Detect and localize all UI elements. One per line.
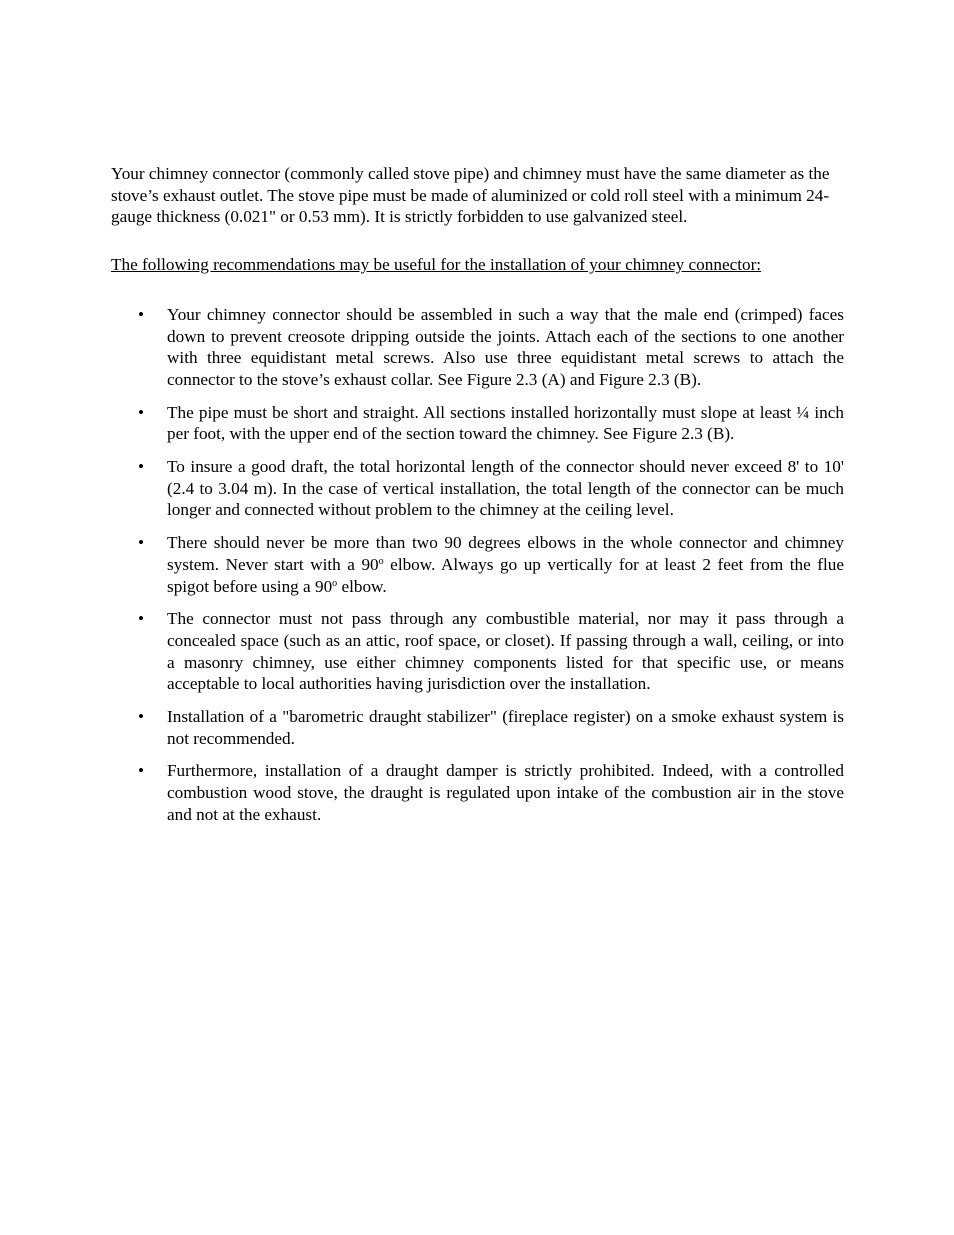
list-item	[111, 760, 844, 825]
list-item	[111, 532, 844, 597]
list-item-text: The pipe must be short and straight. All sections installed horizontally must slope at least ¼ inch per foot, with the upper end of the section toward the chimney. See Figure 2.3 (B).	[167, 402, 844, 444]
degree-superscript: o	[332, 577, 338, 589]
list-item	[111, 608, 844, 695]
list-item	[111, 456, 844, 521]
bullet-icon: •	[138, 402, 145, 422]
bullet-icon: •	[138, 707, 145, 727]
list-item-text: The connector must not pass through any combustible material, nor may it pass through a concealed space (such as an attic, roof space, or closet). If passing through a wall, ceiling, or into a masonry chimney, use either chimney components listed for that specific use, or means acceptable to local authorities having jurisdiction over the installation.	[167, 609, 844, 694]
recommendations-heading: The following recommendations may be useful for the installation of your chimney connector:	[111, 255, 762, 275]
list-item	[111, 402, 844, 445]
list-item-text: Installation of a "barometric draught stabilizer" (fireplace register) on a smoke exhaust system is not recommended.	[167, 707, 844, 748]
recommendations-list	[111, 304, 844, 826]
bullet-icon: •	[138, 457, 145, 477]
degree-superscript: o	[378, 555, 384, 567]
bullet-icon: •	[138, 609, 145, 629]
document-page	[111, 163, 844, 837]
text-segment: There should never be more than two 90 degrees elbows in the whole connector and chimney system. Never start with a 90	[167, 533, 844, 574]
bullet-icon: •	[138, 761, 145, 781]
list-item-text: To insure a good draft, the total horizontal length of the connector should never exceed 8' to 10' (2.4 to 3.04 m). In the case of vertical installation, the total length of the connector can be much longer and connected without problem to the chimney at the ceiling level.	[167, 457, 844, 520]
list-item-text	[167, 533, 844, 595]
list-item-text: Your chimney connector should be assembled in such a way that the male end (crimped) faces down to prevent creosote dripping outside the joints. Attach each of the sections to one another with three equidistant metal screws. Also use three equidistant metal screws to attach the connector to the stove’s exhaust collar. See Figure 2.3 (A) and Figure 2.3 (B).	[167, 304, 844, 389]
text-segment: elbow. Always go up vertically for at least 2 feet from the flue spigot before using a 90	[167, 554, 844, 596]
intro-paragraph: Your chimney connector (commonly called stove pipe) and chimney must have the same diameter as the stove’s exhaust outlet. The stove pipe must be made of aluminized or cold roll steel with a minimum 24-gauge thickness (0.021" or 0.53 mm). It is strictly forbidden to use galvanized steel.	[111, 164, 830, 227]
list-item	[111, 706, 844, 749]
list-item-text: Furthermore, installation of a draught damper is strictly prohibited. Indeed, with a controlled combustion wood stove, the draught is regulated upon intake of the combustion air in the stove and not at the exhaust.	[167, 761, 844, 824]
text-segment: elbow.	[337, 576, 387, 596]
bullet-icon: •	[138, 304, 145, 324]
bullet-icon: •	[138, 533, 145, 553]
list-item	[111, 304, 844, 391]
